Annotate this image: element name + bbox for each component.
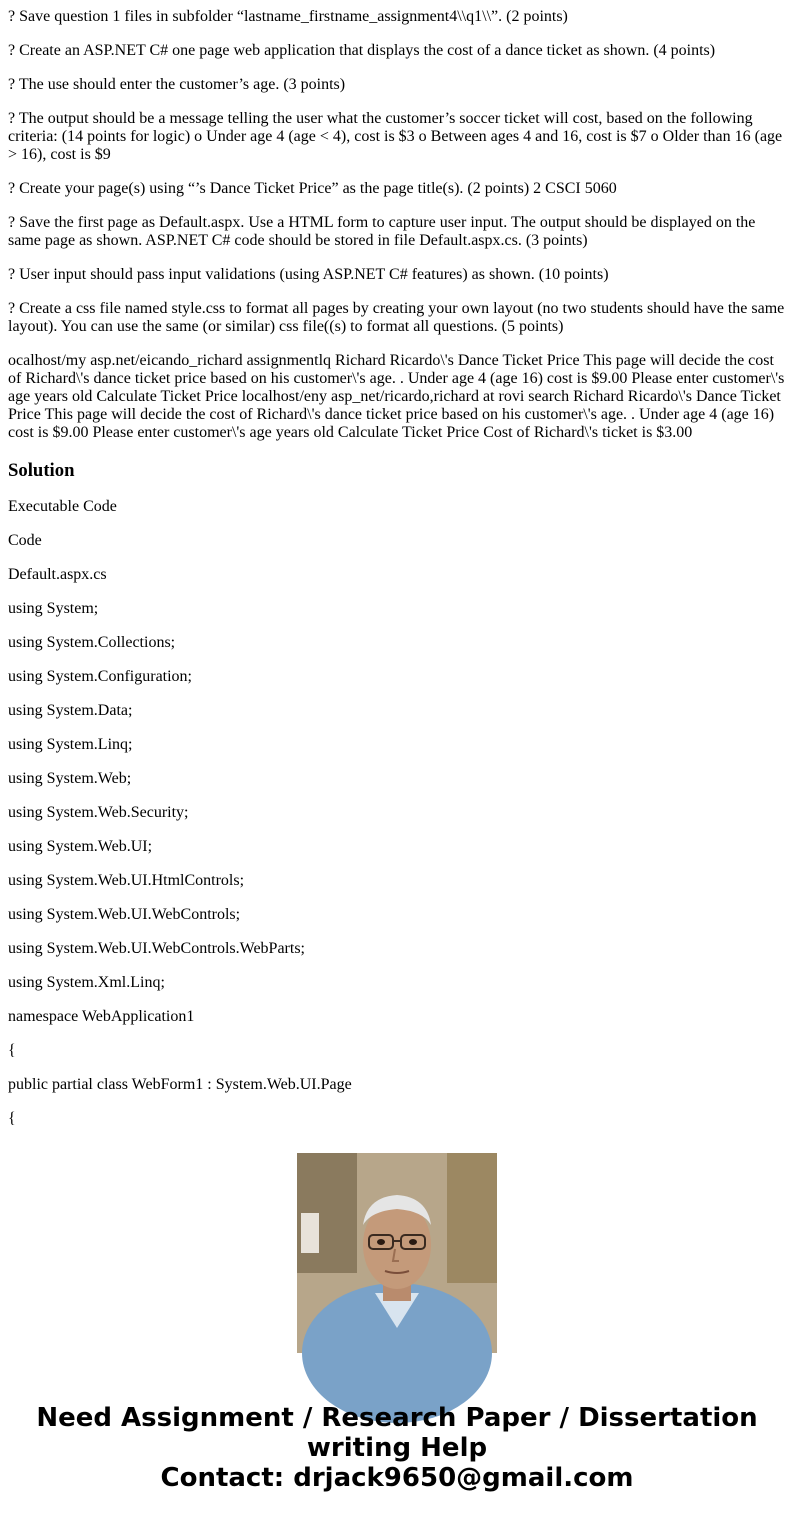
question-paragraph: ? The output should be a message telling the user what the customer’s soccer ticket will cost, based on the following criteria: (14 points for logic) o Under age 4 (age < 4), cost is $3 o Between ages 4 and 16, cost is $7 o Older than 16 (age > 16), cost is $9	[8, 110, 783, 163]
footer-line-2: writing Help	[306, 1433, 488, 1463]
code-line: {	[8, 1110, 16, 1127]
footer-line-3: Contact: drjack9650@gmail.com	[160, 1463, 634, 1493]
code-line: using System.Web.UI.HtmlControls;	[8, 872, 245, 889]
code-line: using System.Linq;	[8, 736, 133, 753]
question-paragraph: ? Save the first page as Default.aspx. Use a HTML form to capture user input. The output should be displayed on the same page as shown. ASP.NET C# code should be stored in file Default.aspx.cs. (3 points)	[8, 214, 756, 249]
code-block	[8, 600, 786, 1128]
solution-heading: Solution	[8, 460, 75, 481]
footer-line-1: Need Assignment / Research Paper / Dissertation	[36, 1403, 758, 1433]
executable-code-label: Executable Code	[8, 498, 117, 515]
code-line: using System.Xml.Linq;	[8, 974, 165, 991]
code-line: using System.Collections;	[8, 634, 176, 651]
avatar	[297, 1153, 497, 1353]
code-line: using System.Web.Security;	[8, 804, 189, 821]
question-paragraph: ocalhost/my asp.net/eicando_richard assignmentlq Richard Ricardo\'s Dance Ticket Price This page will decide the cost of Richard\'s dance ticket price based on his customer\'s age. . Under age 4 (age 16) cost is $9.00 Please enter customer\'s age years old Calculate Ticket Price localhost/eny asp_net/ricardo,richard at rovi search Richard Ricardo\'s Dance Ticket Price This page will decide the cost of Richard\'s dance ticket price based on his customer\'s age. . Under age 4 (age 16) cost is $9.00 Please enter customer\'s age years old Calculate Ticket Price Cost of Richard\'s ticket is $3.00	[8, 352, 785, 441]
question-paragraph: ? Create an ASP.NET C# one page web application that displays the cost of a dance ticket as shown. (4 points)	[8, 42, 716, 59]
code-line: using System.Web.UI.WebControls;	[8, 906, 241, 923]
code-filename: Default.aspx.cs	[8, 566, 107, 583]
code-line: using System.Web.UI.WebControls.WebParts;	[8, 940, 305, 957]
code-line: namespace WebApplication1	[8, 1008, 195, 1025]
question-paragraph: ? Create your page(s) using “’s Dance Ticket Price” as the page title(s). (2 points) 2 CSCI 5060	[8, 180, 617, 197]
code-line: using System.Web;	[8, 770, 132, 787]
code-line: public partial class WebForm1 : System.Web.UI.Page	[8, 1076, 352, 1093]
question-paragraph: ? User input should pass input validations (using ASP.NET C# features) as shown. (10 points)	[8, 266, 609, 283]
footer-banner	[0, 1403, 794, 1493]
question-list	[8, 8, 786, 442]
question-paragraph: ? Create a css file named style.css to format all pages by creating your own layout (no two students should have the same layout). You can use the same (or similar) css file((s) to format all questions. (5 points)	[8, 300, 785, 335]
code-line: using System.Web.UI;	[8, 838, 153, 855]
code-label: Code	[8, 532, 42, 549]
person-photo-icon	[297, 1153, 497, 1353]
code-line: using System.Data;	[8, 702, 133, 719]
code-line: using System;	[8, 600, 99, 617]
question-paragraph: ? The use should enter the customer’s age. (3 points)	[8, 76, 346, 93]
question-paragraph: ? Save question 1 files in subfolder “lastname_firstname_assignment4\\q1\\”. (2 points)	[8, 8, 568, 25]
code-line: {	[8, 1042, 16, 1059]
code-line: using System.Configuration;	[8, 668, 192, 685]
